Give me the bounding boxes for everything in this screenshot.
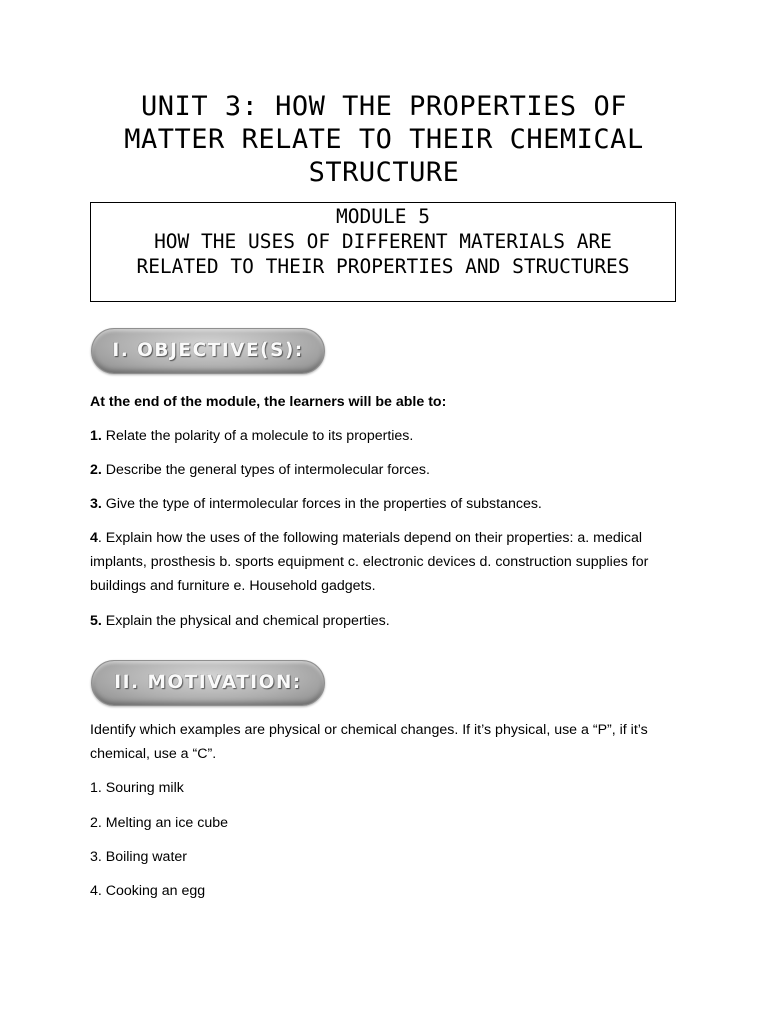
motivation-number: 1	[90, 780, 98, 796]
objective-item	[90, 609, 690, 633]
objectives-heading-badge: I. OBJECTIVE(S):	[91, 328, 325, 374]
objective-text: . Explain how the uses of the following materials depend on their properties: a. medical implants, prosthesis b. sports equipment c. electronic devices d. construction supplies for buildings and furniture e. Household gadgets.	[90, 530, 649, 594]
module-number: MODULE 5	[336, 205, 430, 228]
motivation-text: . Melting an ice cube	[97, 815, 229, 831]
unit-title-line: UNIT 3: HOW THE PROPERTIES OF	[141, 91, 627, 122]
motivation-item	[90, 776, 690, 800]
objective-item	[90, 526, 675, 598]
motivation-text: . Boiling water	[97, 849, 187, 865]
unit-title	[40, 90, 728, 189]
motivation-number: 2	[90, 815, 98, 831]
module-title-line: HOW THE USES OF DIFFERENT MATERIALS ARE	[154, 230, 612, 253]
objective-item	[90, 492, 690, 516]
motivation-number: 3	[90, 849, 98, 865]
objective-text: Describe the general types of intermolecular forces.	[101, 462, 430, 478]
motivation-item	[90, 845, 690, 869]
objective-number: 5.	[90, 613, 102, 629]
module-title-box	[90, 202, 676, 302]
objective-number: 4	[90, 530, 98, 546]
objective-number: 3.	[90, 496, 102, 512]
motivation-text: . Souring milk	[97, 780, 184, 796]
objective-text: Relate the polarity of a molecule to its properties.	[101, 428, 414, 444]
motivation-heading-badge: II. MOTIVATION:	[91, 660, 325, 706]
objective-item	[90, 458, 690, 482]
objective-number: 2.	[90, 462, 102, 478]
objectives-intro: At the end of the module, the learners will be able to:	[90, 394, 447, 410]
motivation-item	[90, 811, 690, 835]
objective-number: 1.	[90, 428, 102, 444]
motivation-number: 4	[90, 883, 98, 899]
objective-text: Explain the physical and chemical properties.	[101, 613, 390, 629]
unit-title-line: STRUCTURE	[308, 157, 460, 188]
objective-item	[90, 424, 690, 448]
objective-text: Give the type of intermolecular forces in the properties of substances.	[101, 496, 542, 512]
unit-title-line: MATTER RELATE TO THEIR CHEMICAL	[124, 124, 644, 155]
motivation-item	[90, 879, 690, 903]
motivation-instruction: Identify which examples are physical or chemical changes. If it’s physical, use a “P”, if it’s chemical, use a “C”.	[90, 722, 648, 762]
module-title-line: RELATED TO THEIR PROPERTIES AND STRUCTURES	[136, 255, 630, 278]
motivation-text: . Cooking an egg	[97, 883, 206, 899]
